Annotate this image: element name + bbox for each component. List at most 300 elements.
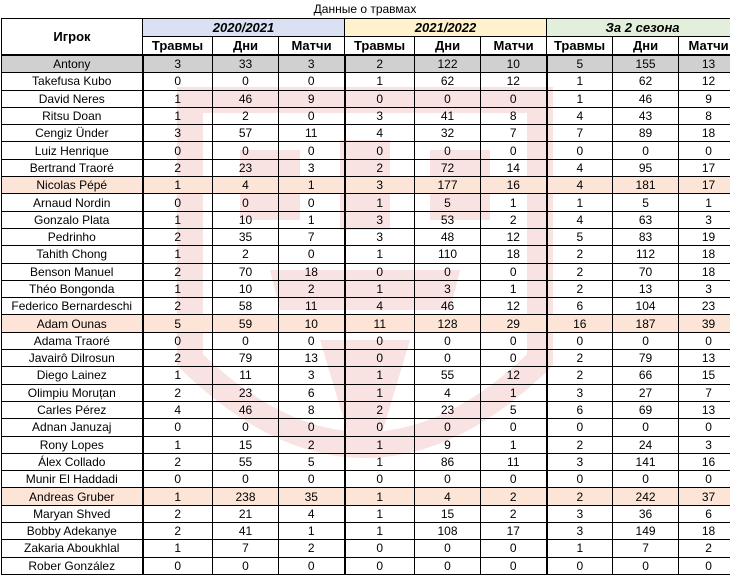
cell-matches: 2 <box>279 540 345 557</box>
cell-injuries: 2 <box>547 436 613 453</box>
player-name: Adama Traoré <box>2 332 143 349</box>
table-row <box>2 384 730 401</box>
cell-matches: 6 <box>279 384 345 401</box>
cell-injuries: 0 <box>345 263 415 280</box>
cell-injuries: 1 <box>143 107 213 124</box>
cell-days: 0 <box>415 350 481 367</box>
cell-injuries: 0 <box>547 419 613 436</box>
cell-matches: 3 <box>279 55 345 73</box>
cell-matches: 18 <box>279 263 345 280</box>
cell-days: 5 <box>613 194 679 211</box>
cell-injuries: 2 <box>143 523 213 540</box>
player-name: Tahith Chong <box>2 246 143 263</box>
cell-matches: 13 <box>679 401 730 418</box>
cell-matches: 8 <box>279 401 345 418</box>
cell-days: 46 <box>613 90 679 107</box>
cell-matches: 10 <box>279 315 345 332</box>
cell-matches: 35 <box>279 488 345 505</box>
cell-matches: 0 <box>679 332 730 349</box>
cell-matches: 16 <box>481 177 547 194</box>
cell-matches: 14 <box>481 159 547 176</box>
player-name: Olimpiu Moruțan <box>2 384 143 401</box>
cell-matches: 3 <box>279 367 345 384</box>
cell-matches: 2 <box>279 280 345 297</box>
table-row <box>2 401 730 418</box>
cell-days: 41 <box>213 523 279 540</box>
cell-matches: 9 <box>679 90 730 107</box>
cell-injuries: 2 <box>143 263 213 280</box>
cell-injuries: 1 <box>143 436 213 453</box>
cell-matches: 15 <box>679 367 730 384</box>
cell-days: 10 <box>213 280 279 297</box>
cell-matches: 23 <box>679 298 730 315</box>
cell-matches: 0 <box>481 90 547 107</box>
player-name: Diego Lainez <box>2 367 143 384</box>
table-row <box>2 142 730 159</box>
cell-injuries: 3 <box>547 453 613 470</box>
cell-injuries: 4 <box>547 107 613 124</box>
page-title: Данные о травмах <box>313 2 417 16</box>
cell-injuries: 1 <box>143 177 213 194</box>
cell-days: 108 <box>415 523 481 540</box>
cell-injuries: 0 <box>345 540 415 557</box>
col-header-matches: Матчи <box>279 37 345 56</box>
player-name: Andreas Gruber <box>2 488 143 505</box>
cell-days: 58 <box>213 298 279 315</box>
cell-matches: 1 <box>481 384 547 401</box>
cell-days: 122 <box>415 55 481 73</box>
cell-days: 83 <box>613 228 679 245</box>
cell-injuries: 4 <box>547 211 613 228</box>
cell-days: 4 <box>415 488 481 505</box>
table-row <box>2 315 730 332</box>
cell-days: 33 <box>213 55 279 73</box>
cell-days: 7 <box>213 540 279 557</box>
cell-matches: 0 <box>679 419 730 436</box>
cell-days: 43 <box>613 107 679 124</box>
table-row <box>2 350 730 367</box>
cell-injuries: 4 <box>547 177 613 194</box>
cell-injuries: 2 <box>547 263 613 280</box>
cell-days: 0 <box>415 90 481 107</box>
cell-matches: 1 <box>679 194 730 211</box>
cell-matches: 7 <box>279 228 345 245</box>
cell-days: 0 <box>613 557 679 574</box>
cell-days: 0 <box>613 471 679 488</box>
cell-injuries: 6 <box>547 298 613 315</box>
table-row <box>2 246 730 263</box>
cell-days: 62 <box>415 73 481 90</box>
col-header-injuries: Травмы <box>345 37 415 56</box>
cell-matches: 1 <box>481 194 547 211</box>
cell-days: 242 <box>613 488 679 505</box>
cell-matches: 3 <box>279 159 345 176</box>
player-name: Bobby Adekanye <box>2 523 143 540</box>
cell-days: 0 <box>415 419 481 436</box>
cell-injuries: 0 <box>547 557 613 574</box>
cell-days: 5 <box>415 194 481 211</box>
cell-injuries: 2 <box>547 280 613 297</box>
cell-days: 41 <box>415 107 481 124</box>
cell-injuries: 0 <box>345 557 415 574</box>
cell-matches: 2 <box>679 540 730 557</box>
cell-matches: 2 <box>481 505 547 522</box>
player-name: Bertrand Traoré <box>2 159 143 176</box>
cell-injuries: 16 <box>547 315 613 332</box>
cell-days: 141 <box>613 453 679 470</box>
cell-matches: 0 <box>481 471 547 488</box>
cell-injuries: 2 <box>143 384 213 401</box>
cell-days: 72 <box>415 159 481 176</box>
cell-days: 0 <box>213 419 279 436</box>
cell-days: 0 <box>213 471 279 488</box>
cell-injuries: 0 <box>345 350 415 367</box>
player-column-header: Игрок <box>2 19 143 56</box>
cell-matches: 18 <box>679 246 730 263</box>
player-name: Zakaria Aboukhlal <box>2 540 143 557</box>
cell-days: 238 <box>213 488 279 505</box>
cell-days: 13 <box>613 280 679 297</box>
cell-matches: 1 <box>481 436 547 453</box>
cell-matches: 10 <box>481 55 547 73</box>
cell-days: 155 <box>613 55 679 73</box>
player-name: Arnaud Nordin <box>2 194 143 211</box>
cell-matches: 2 <box>279 436 345 453</box>
cell-injuries: 6 <box>547 401 613 418</box>
cell-injuries: 4 <box>143 401 213 418</box>
cell-injuries: 1 <box>143 90 213 107</box>
cell-injuries: 1 <box>345 194 415 211</box>
cell-injuries: 3 <box>143 125 213 142</box>
cell-matches: 9 <box>279 90 345 107</box>
cell-matches: 11 <box>279 298 345 315</box>
cell-injuries: 2 <box>143 298 213 315</box>
player-name: Munir El Haddadi <box>2 471 143 488</box>
cell-injuries: 11 <box>345 315 415 332</box>
player-name: Antony <box>2 55 143 73</box>
table-row <box>2 540 730 557</box>
player-name: Cengiz Ünder <box>2 125 143 142</box>
cell-days: 59 <box>213 315 279 332</box>
cell-matches: 7 <box>679 384 730 401</box>
cell-days: 27 <box>613 384 679 401</box>
cell-days: 0 <box>415 332 481 349</box>
cell-matches: 3 <box>679 436 730 453</box>
cell-matches: 0 <box>279 142 345 159</box>
cell-days: 35 <box>213 228 279 245</box>
cell-days: 149 <box>613 523 679 540</box>
col-header-matches: Матчи <box>679 37 730 56</box>
player-name: Rony Lopes <box>2 436 143 453</box>
cell-injuries: 2 <box>345 159 415 176</box>
cell-matches: 8 <box>679 107 730 124</box>
table-row <box>2 505 730 522</box>
cell-injuries: 1 <box>345 436 415 453</box>
cell-days: 7 <box>613 540 679 557</box>
cell-matches: 13 <box>679 55 730 73</box>
cell-days: 15 <box>415 505 481 522</box>
table-row <box>2 280 730 297</box>
cell-matches: 0 <box>279 73 345 90</box>
cell-injuries: 3 <box>547 384 613 401</box>
cell-days: 0 <box>415 540 481 557</box>
cell-days: 0 <box>613 419 679 436</box>
table-row <box>2 453 730 470</box>
cell-matches: 3 <box>679 211 730 228</box>
cell-matches: 2 <box>481 488 547 505</box>
cell-days: 46 <box>213 401 279 418</box>
cell-injuries: 2 <box>143 159 213 176</box>
cell-injuries: 0 <box>143 332 213 349</box>
cell-injuries: 0 <box>547 332 613 349</box>
cell-days: 55 <box>213 453 279 470</box>
table-row <box>2 488 730 505</box>
cell-matches: 1 <box>481 280 547 297</box>
cell-days: 23 <box>213 159 279 176</box>
cell-injuries: 2 <box>143 505 213 522</box>
cell-injuries: 5 <box>547 228 613 245</box>
cell-matches: 13 <box>279 350 345 367</box>
cell-matches: 4 <box>279 505 345 522</box>
table-row <box>2 73 730 90</box>
player-name: Álex Collado <box>2 453 143 470</box>
cell-injuries: 4 <box>345 298 415 315</box>
cell-matches: 16 <box>679 453 730 470</box>
cell-injuries: 0 <box>547 142 613 159</box>
table-row <box>2 471 730 488</box>
cell-days: 2 <box>213 107 279 124</box>
cell-injuries: 0 <box>143 194 213 211</box>
player-name: Federico Bernardeschi <box>2 298 143 315</box>
table-row <box>2 90 730 107</box>
cell-days: 69 <box>613 401 679 418</box>
cell-matches: 13 <box>679 350 730 367</box>
cell-injuries: 2 <box>547 367 613 384</box>
cell-injuries: 2 <box>345 401 415 418</box>
player-name: Gonzalo Plata <box>2 211 143 228</box>
cell-injuries: 0 <box>143 142 213 159</box>
season-header-two-seasons: За 2 сезона <box>547 19 730 37</box>
cell-matches: 0 <box>481 142 547 159</box>
cell-matches: 0 <box>481 263 547 280</box>
cell-injuries: 1 <box>345 384 415 401</box>
col-header-injuries: Травмы <box>143 37 213 56</box>
cell-matches: 12 <box>679 73 730 90</box>
cell-matches: 19 <box>679 228 730 245</box>
cell-matches: 0 <box>279 332 345 349</box>
cell-days: 23 <box>213 384 279 401</box>
cell-days: 46 <box>415 298 481 315</box>
table-row <box>2 211 730 228</box>
cell-days: 11 <box>213 367 279 384</box>
season-header-2021-2022: 2021/2022 <box>345 19 547 37</box>
col-header-days: Дни <box>213 37 279 56</box>
table-row <box>2 228 730 245</box>
cell-matches: 12 <box>481 367 547 384</box>
cell-days: 0 <box>213 332 279 349</box>
table-row <box>2 298 730 315</box>
cell-injuries: 5 <box>143 315 213 332</box>
cell-matches: 0 <box>481 557 547 574</box>
cell-days: 46 <box>213 90 279 107</box>
cell-injuries: 2 <box>345 55 415 73</box>
player-name: Adnan Januzaj <box>2 419 143 436</box>
cell-injuries: 2 <box>547 488 613 505</box>
cell-matches: 29 <box>481 315 547 332</box>
cell-days: 0 <box>415 557 481 574</box>
player-name: David Neres <box>2 90 143 107</box>
cell-days: 70 <box>213 263 279 280</box>
cell-matches: 18 <box>481 246 547 263</box>
cell-matches: 2 <box>481 211 547 228</box>
cell-injuries: 1 <box>547 194 613 211</box>
cell-injuries: 1 <box>143 280 213 297</box>
cell-injuries: 1 <box>143 540 213 557</box>
cell-injuries: 3 <box>345 107 415 124</box>
cell-injuries: 1 <box>345 73 415 90</box>
cell-days: 110 <box>415 246 481 263</box>
cell-matches: 0 <box>279 557 345 574</box>
cell-days: 21 <box>213 505 279 522</box>
cell-injuries: 2 <box>547 246 613 263</box>
cell-injuries: 3 <box>345 211 415 228</box>
cell-days: 63 <box>613 211 679 228</box>
cell-matches: 12 <box>481 228 547 245</box>
player-name: Nicolas Pépé <box>2 177 143 194</box>
cell-matches: 1 <box>279 211 345 228</box>
table-row <box>2 332 730 349</box>
cell-injuries: 0 <box>143 557 213 574</box>
cell-matches: 11 <box>279 125 345 142</box>
cell-injuries: 3 <box>345 228 415 245</box>
cell-days: 181 <box>613 177 679 194</box>
season-header-2020-2021: 2020/2021 <box>143 19 345 37</box>
cell-matches: 8 <box>481 107 547 124</box>
cell-injuries: 0 <box>345 142 415 159</box>
cell-matches: 12 <box>481 73 547 90</box>
cell-injuries: 0 <box>547 471 613 488</box>
table-row <box>2 107 730 124</box>
cell-injuries: 1 <box>547 73 613 90</box>
cell-matches: 12 <box>481 298 547 315</box>
cell-matches: 39 <box>679 315 730 332</box>
col-header-matches: Матчи <box>481 37 547 56</box>
cell-days: 0 <box>613 142 679 159</box>
table-row <box>2 263 730 280</box>
cell-matches: 0 <box>679 471 730 488</box>
table-row <box>2 436 730 453</box>
cell-injuries: 1 <box>143 246 213 263</box>
cell-days: 36 <box>613 505 679 522</box>
cell-days: 177 <box>415 177 481 194</box>
cell-days: 53 <box>415 211 481 228</box>
cell-days: 24 <box>613 436 679 453</box>
player-name: Rober González <box>2 557 143 574</box>
cell-days: 66 <box>613 367 679 384</box>
cell-matches: 17 <box>481 523 547 540</box>
cell-days: 3 <box>415 280 481 297</box>
cell-injuries: 1 <box>345 453 415 470</box>
col-header-days: Дни <box>415 37 481 56</box>
player-name: Adam Ounas <box>2 315 143 332</box>
cell-matches: 0 <box>481 419 547 436</box>
cell-days: 0 <box>213 557 279 574</box>
cell-matches: 0 <box>279 107 345 124</box>
cell-days: 0 <box>415 471 481 488</box>
cell-matches: 37 <box>679 488 730 505</box>
cell-injuries: 3 <box>547 505 613 522</box>
cell-days: 95 <box>613 159 679 176</box>
injury-table <box>1 18 730 575</box>
cell-days: 187 <box>613 315 679 332</box>
cell-injuries: 3 <box>547 523 613 540</box>
cell-matches: 0 <box>679 142 730 159</box>
cell-matches: 1 <box>279 177 345 194</box>
cell-injuries: 5 <box>547 55 613 73</box>
cell-matches: 17 <box>679 159 730 176</box>
cell-injuries: 3 <box>345 177 415 194</box>
cell-injuries: 0 <box>345 419 415 436</box>
table-row <box>2 159 730 176</box>
cell-injuries: 0 <box>345 90 415 107</box>
player-name: Pedrinho <box>2 228 143 245</box>
cell-matches: 3 <box>679 280 730 297</box>
cell-injuries: 1 <box>143 488 213 505</box>
cell-days: 89 <box>613 125 679 142</box>
cell-injuries: 1 <box>345 505 415 522</box>
cell-injuries: 1 <box>345 246 415 263</box>
table-row <box>2 367 730 384</box>
col-header-days: Дни <box>613 37 679 56</box>
cell-days: 79 <box>613 350 679 367</box>
cell-injuries: 2 <box>143 350 213 367</box>
table-row <box>2 194 730 211</box>
cell-days: 48 <box>415 228 481 245</box>
cell-days: 104 <box>613 298 679 315</box>
cell-days: 70 <box>613 263 679 280</box>
player-name: Théo Bongonda <box>2 280 143 297</box>
cell-matches: 0 <box>279 246 345 263</box>
col-header-injuries: Травмы <box>547 37 613 56</box>
cell-matches: 0 <box>679 557 730 574</box>
player-name: Javairô Dilrosun <box>2 350 143 367</box>
cell-injuries: 0 <box>143 471 213 488</box>
cell-matches: 5 <box>279 453 345 470</box>
cell-injuries: 1 <box>547 90 613 107</box>
cell-matches: 18 <box>679 523 730 540</box>
cell-injuries: 1 <box>345 280 415 297</box>
cell-matches: 6 <box>679 505 730 522</box>
cell-matches: 17 <box>679 177 730 194</box>
cell-days: 0 <box>213 73 279 90</box>
table-row <box>2 523 730 540</box>
cell-matches: 0 <box>481 350 547 367</box>
cell-injuries: 4 <box>547 159 613 176</box>
cell-matches: 0 <box>481 540 547 557</box>
cell-days: 79 <box>213 350 279 367</box>
cell-matches: 0 <box>481 332 547 349</box>
cell-injuries: 1 <box>143 367 213 384</box>
cell-days: 2 <box>213 246 279 263</box>
table-row <box>2 55 730 73</box>
cell-days: 0 <box>415 142 481 159</box>
cell-injuries: 1 <box>547 540 613 557</box>
cell-matches: 0 <box>279 419 345 436</box>
cell-days: 0 <box>213 194 279 211</box>
cell-days: 86 <box>415 453 481 470</box>
cell-days: 62 <box>613 73 679 90</box>
cell-days: 112 <box>613 246 679 263</box>
